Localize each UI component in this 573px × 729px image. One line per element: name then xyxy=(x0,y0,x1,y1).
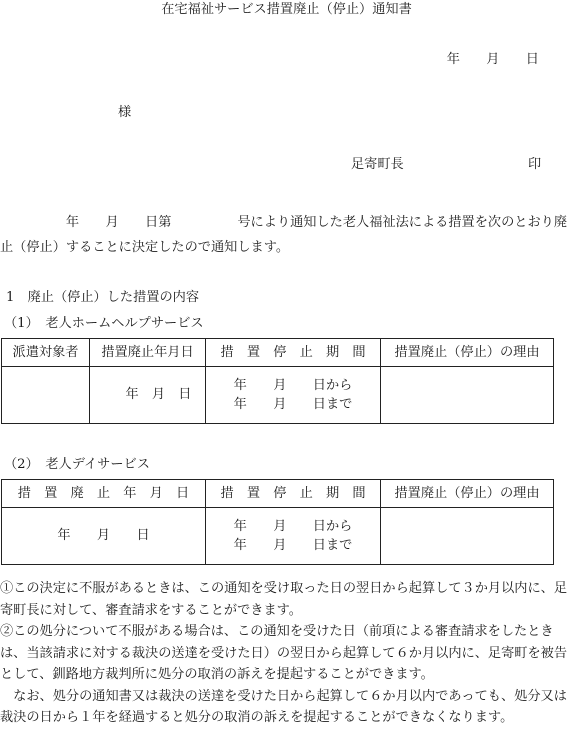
cell-abolition-date: 年 月 日 xyxy=(2,508,206,565)
issuer-name: 足寄町長 xyxy=(351,157,404,172)
period-to: 年 月 日まで xyxy=(233,538,353,553)
table-row xyxy=(2,508,554,565)
cell-reason xyxy=(381,508,554,565)
header-suspension-period: 措 置 停 止 期 間 xyxy=(206,339,381,367)
header-target: 派遣対象者 xyxy=(2,339,90,367)
cell-suspension-period xyxy=(206,508,381,565)
service-1-heading: （1） 老人ホームヘルプサービス xyxy=(4,316,204,331)
issue-date: 年 月 日 xyxy=(446,52,539,67)
table-header-row xyxy=(2,480,554,508)
appeal-notes xyxy=(0,578,573,729)
period-to: 年 月 日まで xyxy=(233,397,353,412)
period-from: 年 月 日から xyxy=(233,519,353,534)
header-abolition-date: 措 置 廃 止 年 月 日 xyxy=(2,480,206,508)
home-help-table xyxy=(1,338,554,424)
seal-mark: 印 xyxy=(528,157,542,172)
header-abolition-date: 措置廃止年月日 xyxy=(90,339,206,367)
cell-suspension-period xyxy=(206,367,381,424)
cell-abolition-date: 年 月 日 xyxy=(90,367,206,424)
period-from: 年 月 日から xyxy=(233,378,353,393)
cell-target xyxy=(2,367,90,424)
note-3: なお、処分の通知書又は裁決の送達を受けた日から起算して６か月以内であっても、処分又は裁決の日から１年を経過すると処分の取消の訴えを提起することができなくなります。 xyxy=(0,688,567,725)
day-service-table xyxy=(1,479,554,565)
note-2: ②この処分について不服がある場合は、この通知を受けた日（前項による審査請求をしたときは、当該請求に対する裁決の送達を受けた日）の翌日から起算して６か月以内に、足寄町を被告として、釧路地方裁判所に処分の取消の訴えを提起することができます。 xyxy=(0,624,568,682)
header-reason: 措置廃止（停止）の理由 xyxy=(381,480,554,508)
header-reason: 措置廃止（停止）の理由 xyxy=(381,339,554,367)
section-1-heading: 1 廃止（停止）した措置の内容 xyxy=(6,290,200,305)
table-row xyxy=(2,367,554,424)
header-suspension-period: 措 置 停 止 期 間 xyxy=(206,480,381,508)
note-1: ①この決定に不服があるときは、この通知を受け取った日の翌日から起算して３か月以内に、足寄町長に対して、審査請求をすることができます。 xyxy=(0,581,568,618)
document-title: 在宅福祉サービス措置廃止（停止）通知書 xyxy=(161,2,412,17)
addressee-suffix: 様 xyxy=(118,105,132,120)
notice-paragraph: 年 月 日第 号により通知した老人福祉法による措置を次のとおり廃止（停止）することに決定したので通知します。 xyxy=(0,215,568,255)
cell-reason xyxy=(381,367,554,424)
service-2-heading: （2） 老人デイサービス xyxy=(4,457,150,472)
table-header-row xyxy=(2,339,554,367)
